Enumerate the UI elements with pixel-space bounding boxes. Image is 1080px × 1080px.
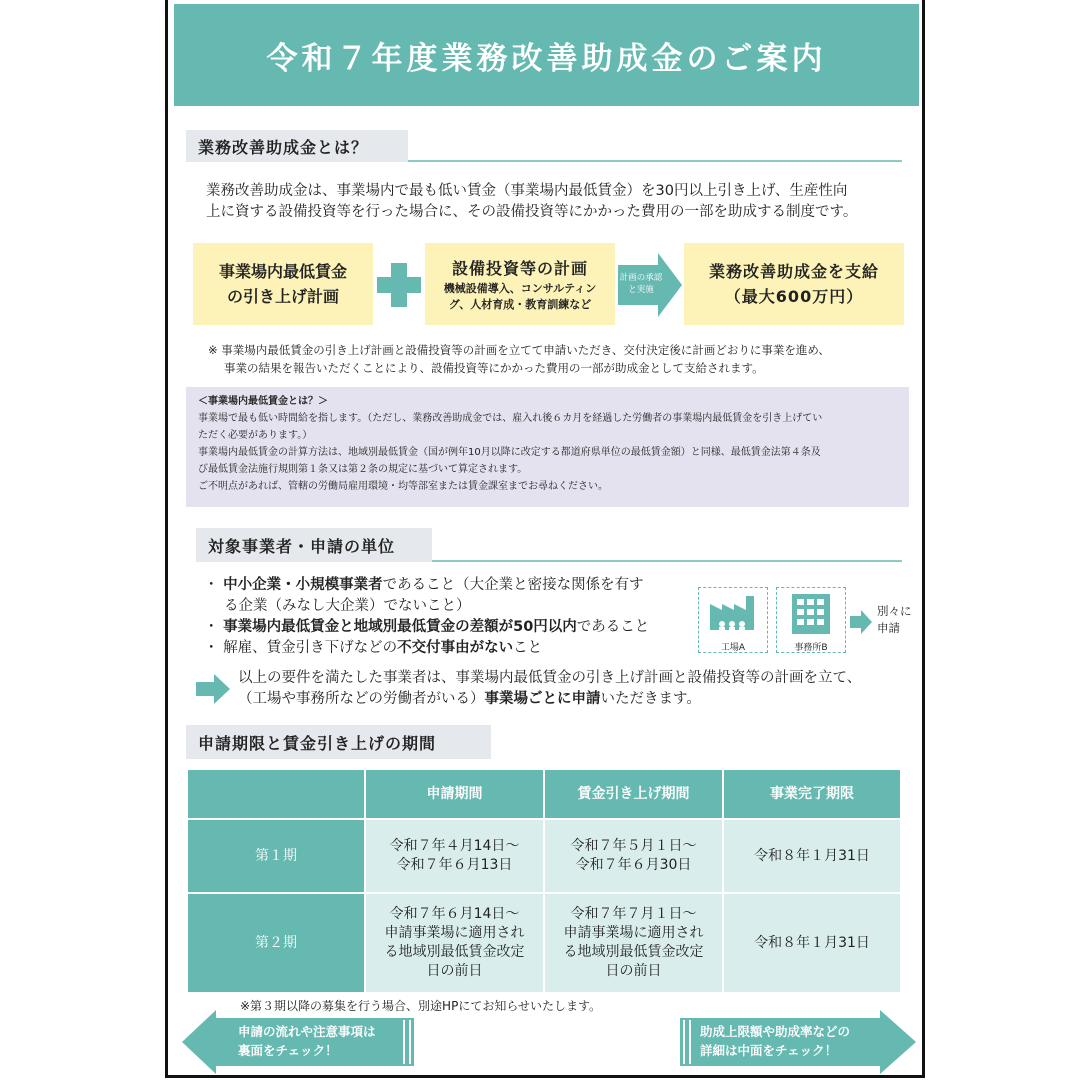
investment-plan-detail: グ、人材育成・教育訓練など: [448, 297, 592, 311]
requirement-text: こと: [513, 640, 543, 656]
definition-line: 事業場で最も低い時間給を指します。（ただし、業務改善助成金では、雇入れ後６カ月を経過した労働者の事業場内最低賃金を引き上げてい: [198, 413, 823, 424]
arrow-right-icon: [196, 674, 230, 704]
wage-plan-box: [193, 243, 373, 325]
approval-text: 計画の承認: [619, 273, 663, 283]
definition-line: 事業場内最低賃金の計算方法は、地域別最低賃金（国が例年10月以降に改定する都道府県単位の最低賃金額）と同様、最低賃金法第４条及: [198, 447, 821, 458]
table-header-row: [187, 769, 901, 819]
investment-plan-title: 設備投資等の計画: [451, 258, 588, 278]
cell-line: る地域別最低賃金改定: [384, 944, 525, 960]
investment-plan-box: [425, 243, 615, 325]
summary-line: 以上の要件を満たした事業者は、事業場内最低賃金の引き上げ計画と設備投資等の計画を立て、: [238, 670, 862, 686]
list-item: ・ 事業場内最低賃金と地域別最低賃金の差額が50円以内であること: [204, 619, 650, 635]
table-cell: [365, 819, 544, 893]
schedule-table: [186, 768, 902, 994]
cell-line: 令和７年５月１日～: [570, 838, 697, 854]
inner-page-text: 助成上限額や助成率などの: [700, 1024, 851, 1039]
cell-line: 日の前日: [426, 963, 483, 979]
table-header-cell: 賃金引き上げ期間: [544, 769, 723, 819]
table-cell: 令和８年１月31日: [723, 819, 901, 893]
inner-page-link[interactable]: [700, 1022, 850, 1060]
flyer-page: [165, 0, 925, 1078]
requirement-bold: 中小企業・小規模事業者: [223, 577, 383, 593]
table-row: [187, 819, 901, 893]
period-label: 第１期: [187, 819, 365, 893]
note-line: ※ 事業場内最低賃金の引き上げ計画と設備投資等の計画を立てて申請いただき、交付決定後に計画どおりに事業を進め、: [208, 343, 830, 357]
cell-line: 令和７年７月１日～: [570, 906, 697, 922]
table-header-cell: 事業完了期限: [723, 769, 901, 819]
definition-box: [186, 387, 909, 507]
requirement-list: [204, 575, 694, 659]
requirement-text: 解雇、賃金引き下げなどの: [223, 640, 398, 656]
table-header-cell: [187, 769, 365, 819]
separate-text: 申請: [877, 621, 900, 635]
cell-line: る地域別最低賃金改定: [563, 944, 704, 960]
section-divider: [432, 560, 902, 562]
list-item: ・ 中小企業・小規模事業者であること（大企業と密接な関係を有す: [204, 577, 644, 593]
separate-text: 別々に: [877, 604, 912, 618]
investment-plan-detail: 機械設備導入、コンサルティン: [443, 281, 597, 295]
cell-line: 令和７年６月13日: [396, 857, 513, 873]
section-heading-schedule: 申請期限と賃金引き上げの期間: [186, 725, 491, 759]
grant-payment-box: [684, 243, 904, 325]
note-line: 事業の結果を報告いただくことにより、設備投資等にかかった費用の一部が助成金として支給されます。: [224, 361, 764, 375]
requirement-text: る企業（みなし大企業）でないこと）: [224, 598, 471, 614]
office-label: 事務所B: [794, 643, 828, 653]
intro-paragraph: [206, 181, 906, 223]
requirement-bold: 不交付事由がない: [397, 640, 514, 656]
cell-line: 令和７年６月14日～: [389, 906, 520, 922]
intro-line: 業務改善助成金は、事業場内で最も低い賃金（事業場内最低賃金）を30円以上引き上げ、生産性向: [206, 183, 848, 199]
requirement-text: であること（大企業と密接な関係を有す: [382, 577, 644, 593]
section-heading-about: 業務改善助成金とは？: [186, 130, 408, 162]
table-cell: [544, 819, 723, 893]
definition-line: ご不明点があれば、管轄の労働局雇用環境・均等部室または賃金課室までお尋ねください。: [198, 481, 608, 492]
cell-line: 申請事業場に適用され: [563, 925, 704, 941]
cell-line: 申請事業場に適用され: [384, 925, 525, 941]
separate-application-label: [877, 603, 912, 637]
summary-text: いただきます。: [600, 691, 701, 707]
cell-line: 令和７年４月14日～: [389, 838, 520, 854]
grant-max-amount: （最大600万円）: [724, 287, 864, 306]
back-page-text: 裏面をチェック！: [238, 1043, 338, 1058]
list-item: ・ 解雇、賃金引き下げなどの不交付事由がないこと: [204, 640, 543, 656]
factory-icon: [700, 590, 766, 640]
arrow-right-icon: [850, 610, 872, 634]
factory-label: 工場A: [720, 643, 746, 653]
summary-bold: 事業場ごとに申請: [484, 691, 601, 707]
factory-card: [698, 587, 768, 653]
definition-line: ただく必要があります。）: [198, 430, 313, 441]
section-divider: [408, 160, 902, 162]
table-cell: 令和８年１月31日: [723, 893, 901, 993]
period-label: 第２期: [187, 893, 365, 993]
plus-icon: [377, 263, 421, 307]
cell-line: 令和７年６月30日: [575, 857, 692, 873]
summary-text: （工場や事務所などの労働者がいる）: [238, 691, 485, 707]
cell-line: 日の前日: [605, 963, 662, 979]
approval-arrow-label: [619, 272, 663, 296]
requirement-bold: 事業場内最低賃金と地域別最低賃金の差額が50円以内: [223, 619, 577, 635]
process-note: [208, 341, 908, 377]
office-building-icon: [778, 590, 844, 640]
definition-line: び最低賃金法施行規則第１条又は第２条の規定に基づいて算定されます。: [198, 464, 528, 475]
intro-line: 上に資する設備投資等を行った場合に、その設備投資等にかかった費用の一部を助成する制度です。: [206, 204, 858, 220]
definition-title: ＜事業場内最低賃金とは？＞: [198, 396, 328, 407]
back-page-link[interactable]: [238, 1022, 376, 1060]
grant-payment-text: 業務改善助成金を支給: [708, 262, 879, 281]
table-cell: [544, 893, 723, 993]
wage-plan-text: の引き上げ計画: [226, 287, 339, 306]
page-title: 令和７年度業務改善助成金のご案内: [174, 4, 919, 106]
table-header-cell: 申請期間: [365, 769, 544, 819]
approval-text: と実施: [628, 285, 654, 295]
summary-paragraph: [238, 668, 918, 710]
office-card: [776, 587, 846, 653]
section-heading-eligibility: 対象事業者・申請の単位: [196, 528, 432, 562]
summary-line: [238, 689, 918, 710]
inner-page-text: 詳細は中面をチェック！: [700, 1043, 838, 1058]
table-row: [187, 893, 901, 993]
back-page-text: 申請の流れや注意事項は: [238, 1024, 376, 1039]
requirement-text: であること: [576, 619, 650, 635]
table-cell: [365, 893, 544, 993]
wage-plan-text: 事業場内最低賃金: [218, 262, 347, 281]
schedule-footnote: ※第３期以降の募集を行う場合、別途HPにてお知らせいたします。: [240, 999, 601, 1013]
